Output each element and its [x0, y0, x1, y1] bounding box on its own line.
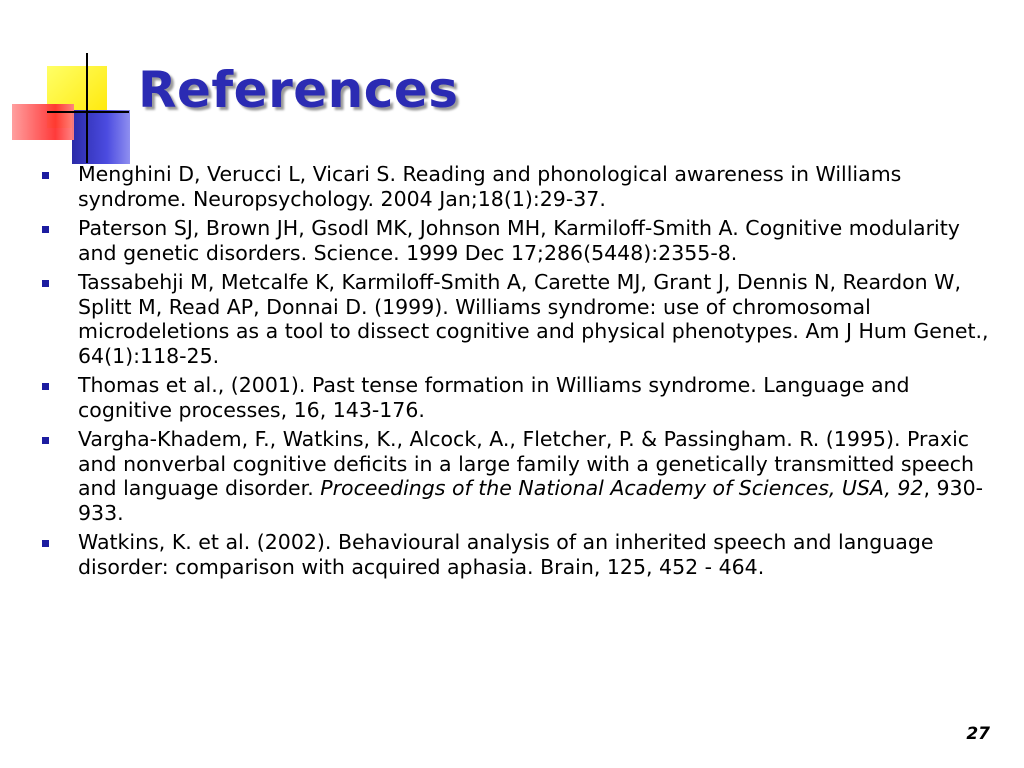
reference-plain-text: Thomas et al., (2001). Past tense formation in Williams syndrome. Language and cognitive processes, 16, 143-176.: [78, 373, 910, 422]
reference-plain-text: Paterson SJ, Brown JH, Gsodl MK, Johnson MH, Karmiloff-Smith A. Cognitive modularity and genetic disorders. Science. 1999 Dec 17;286(5448):2355-8.: [78, 216, 960, 265]
slide-title: References: [138, 61, 459, 119]
reference-item: [40, 373, 990, 422]
page-number: 27: [966, 724, 990, 744]
reference-text: [78, 373, 910, 422]
reference-plain-text: Menghini D, Verucci L, Vicari S. Reading and phonological awareness in Williams syndrome. Neuropsychology. 2004 Jan;18(1):29-37.: [78, 162, 902, 211]
reference-list: [40, 162, 990, 584]
reference-text: [78, 270, 989, 368]
decorative-vertical-line: [86, 53, 88, 163]
square-bullet-icon: [42, 540, 49, 547]
reference-text: [78, 216, 960, 265]
square-bullet-icon: [42, 172, 49, 179]
square-bullet-icon: [42, 383, 49, 390]
reference-trailing-text: , 930-933.: [78, 476, 984, 525]
reference-plain-text: Vargha-Khadem, F., Watkins, K., Alcock, A., Fletcher, P. & Passingham. R. (1995). Praxic and nonverbal cognitive deficits in a large family with a genetically transmitted speech and language disorder.: [78, 427, 975, 500]
decorative-red-bar: [12, 104, 74, 140]
reference-item: [40, 162, 990, 211]
reference-plain-text: Tassabehji M, Metcalfe K, Karmiloff-Smith A, Carette MJ, Grant J, Dennis N, Reardon W, Splitt M, Read AP, Donnai D. (1999). Williams syndrome: use of chromosomal microdeletions as a tool to dissect cognitive and physical phenotypes. Am J Hum Genet., 64(1):118-25.: [78, 270, 989, 368]
square-bullet-icon: [42, 280, 49, 287]
decorative-blue-square: [72, 110, 130, 164]
reference-item: [40, 530, 990, 579]
reference-item: [40, 216, 990, 265]
reference-plain-text: Watkins, K. et al. (2002). Behavioural analysis of an inherited speech and language disorder: comparison with acquired aphasia. Brain, 125, 452 - 464.: [78, 530, 934, 579]
reference-item: [40, 270, 990, 368]
square-bullet-icon: [42, 226, 49, 233]
reference-text: [78, 530, 933, 579]
reference-text: [78, 162, 901, 211]
reference-italic-text: Proceedings of the National Academy of Sciences, USA, 92: [320, 476, 924, 500]
reference-item: [40, 427, 990, 525]
reference-text: [78, 427, 983, 525]
square-bullet-icon: [42, 437, 49, 444]
decorative-horizontal-line: [47, 111, 129, 113]
